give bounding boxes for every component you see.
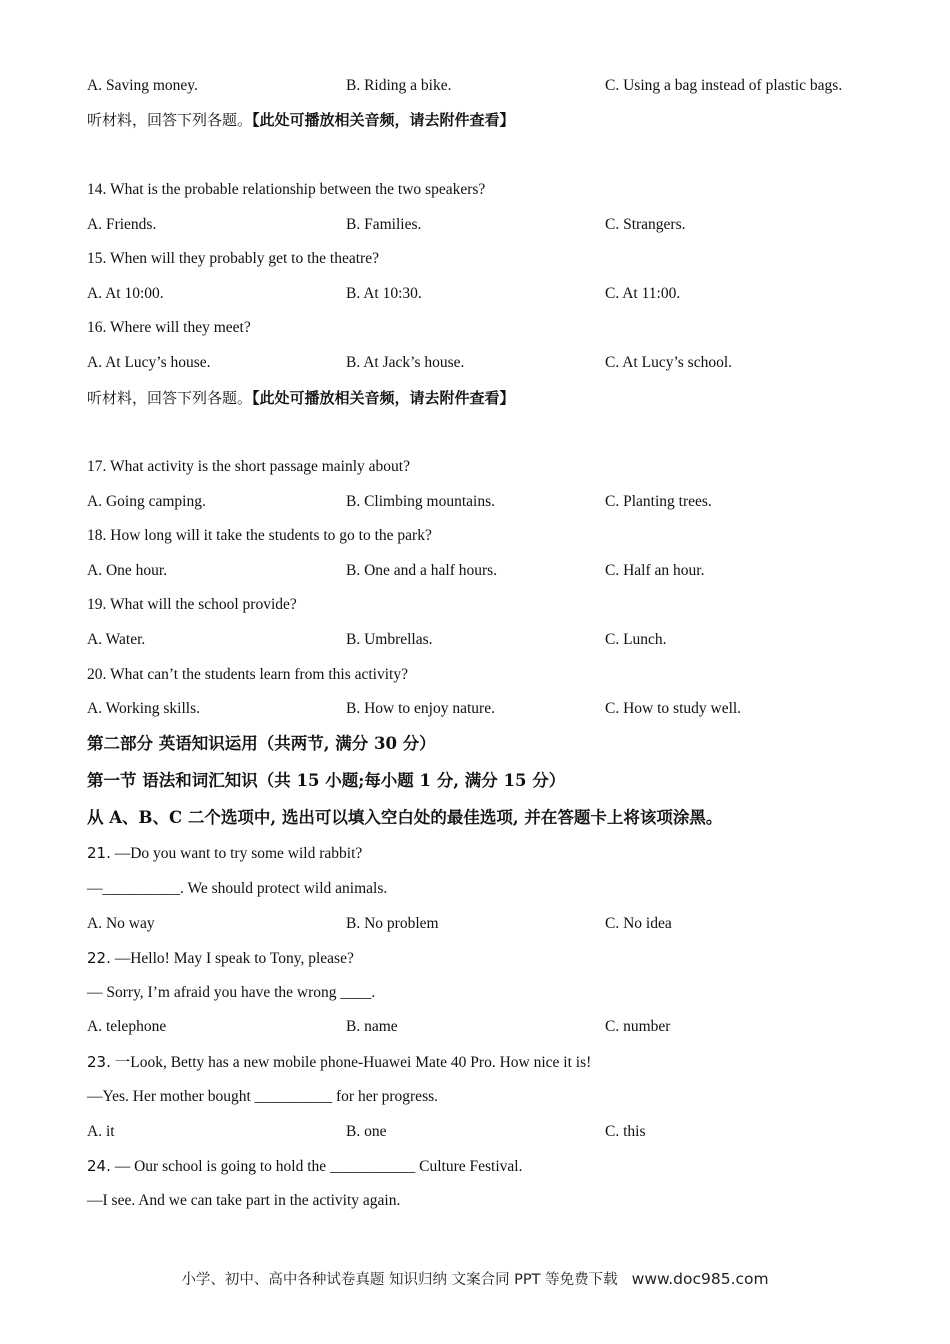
q23-line1 xyxy=(87,1052,591,1073)
listen-note-1 xyxy=(87,110,515,131)
q15-options xyxy=(87,284,887,304)
q18-options xyxy=(87,561,887,581)
q23-line2: —Yes. Her mother bought __________ for her progress. xyxy=(87,1088,439,1105)
q22-text: —Hello! May I speak to Tony, please? xyxy=(110,950,354,967)
q24-number: 24. xyxy=(87,1157,111,1175)
listen-note-2-prefix: 听材料，回答下列各题。 xyxy=(87,389,253,407)
q19-option-c: C. Lunch. xyxy=(605,631,667,648)
q24-line2: —I see. And we can take part in the activity again. xyxy=(87,1192,401,1209)
q18-question: 18. How long will it take the students to go to the park? xyxy=(87,527,432,544)
q16-option-c: C. At Lucy’s school. xyxy=(605,354,733,371)
q21-option-c: C. No idea xyxy=(605,915,672,932)
q22-line1 xyxy=(87,948,354,969)
q20-question: 20. What can’t the students learn from this activity? xyxy=(87,666,408,683)
q16-option-b: B. At Jack’s house. xyxy=(346,354,465,371)
q23-option-a: A. it xyxy=(87,1123,115,1140)
instruction-text: 从 A、B、C 二个选项中, 选出可以填入空白处的最佳选项, 并在答题卡上将该项涂黑。 xyxy=(87,808,723,827)
q21-option-a: A. No way xyxy=(87,915,155,932)
q13-option-a: A. Saving money. xyxy=(87,77,198,94)
q21-number: 21. xyxy=(87,844,111,862)
footer-site-link[interactable]: www.doc985.com xyxy=(631,1270,769,1288)
q23-option-c: C. this xyxy=(605,1123,646,1140)
q20-options xyxy=(87,699,887,719)
q16-question: 16. Where will they meet? xyxy=(87,319,251,336)
q15-option-b: B. At 10:30. xyxy=(346,285,422,302)
q18-option-b: B. One and a half hours. xyxy=(346,562,498,579)
q22-option-a: A. telephone xyxy=(87,1018,167,1035)
q22-option-c: C. number xyxy=(605,1018,671,1035)
q13-options xyxy=(87,76,887,96)
q21-option-b: B. No problem xyxy=(346,915,439,932)
q22-line2: — Sorry, I’m afraid you have the wrong ____. xyxy=(87,984,376,1001)
q17-option-b: B. Climbing mountains. xyxy=(346,493,495,510)
q16-option-a: A. At Lucy’s house. xyxy=(87,354,211,371)
q19-option-b: B. Umbrellas. xyxy=(346,631,433,648)
q22-options xyxy=(87,1017,887,1037)
q23-option-b: B. one xyxy=(346,1123,387,1140)
listen-note-2-audio-link[interactable]: 【此处可播放相关音频，请去附件查看】 xyxy=(252,389,515,407)
q19-options xyxy=(87,630,887,650)
q14-option-c: C. Strangers. xyxy=(605,216,686,233)
q22-option-b: B. name xyxy=(346,1018,398,1035)
q14-question: 14. What is the probable relationship between the two speakers? xyxy=(87,181,486,198)
q21-options xyxy=(87,914,887,934)
q14-options xyxy=(87,215,887,235)
q13-option-c: C. Using a bag instead of plastic bags. xyxy=(605,77,843,94)
listen-note-1-audio-link[interactable]: 【此处可播放相关音频，请去附件查看】 xyxy=(252,111,515,129)
q17-options xyxy=(87,492,887,512)
q14-option-a: A. Friends. xyxy=(87,216,157,233)
section1-heading: 第一节 语法和词汇知识（共 15 小题;每小题 1 分, 满分 15 分） xyxy=(87,771,566,790)
q19-option-a: A. Water. xyxy=(87,631,146,648)
listen-note-1-prefix: 听材料，回答下列各题。 xyxy=(87,111,253,129)
q17-option-a: A. Going camping. xyxy=(87,493,206,510)
q20-option-a: A. Working skills. xyxy=(87,700,201,717)
part2-heading: 第二部分 英语知识运用（共两节, 满分 30 分） xyxy=(87,734,436,753)
q14-option-b: B. Families. xyxy=(346,216,422,233)
q18-option-a: A. One hour. xyxy=(87,562,168,579)
q21-line2: —__________. We should protect wild animals. xyxy=(87,880,388,897)
q23-text: 一Look, Betty has a new mobile phone-Huawei Mate 40 Pro. How nice it is! xyxy=(110,1054,592,1071)
q17-question: 17. What activity is the short passage mainly about? xyxy=(87,458,410,475)
q13-option-b: B. Riding a bike. xyxy=(346,77,452,94)
footer-text: 小学、初中、高中各种试卷真题 知识归纳 文案合同 PPT 等免费下载 xyxy=(181,1272,618,1288)
q24-text: — Our school is going to hold the ___________ Culture Festival. xyxy=(110,1158,523,1175)
q23-options xyxy=(87,1122,887,1142)
q20-option-c: C. How to study well. xyxy=(605,700,742,717)
q23-number: 23. xyxy=(87,1053,111,1071)
q21-line1 xyxy=(87,843,362,864)
q18-option-c: C. Half an hour. xyxy=(605,562,705,579)
q15-question: 15. When will they probably get to the theatre? xyxy=(87,250,379,267)
q21-text: —Do you want to try some wild rabbit? xyxy=(110,845,363,862)
q16-options xyxy=(87,353,887,373)
q17-option-c: C. Planting trees. xyxy=(605,493,712,510)
q15-option-c: C. At 11:00. xyxy=(605,285,681,302)
q15-option-a: A. At 10:00. xyxy=(87,285,164,302)
q19-question: 19. What will the school provide? xyxy=(87,596,297,613)
listen-note-2 xyxy=(87,388,515,409)
q20-option-b: B. How to enjoy nature. xyxy=(346,700,495,717)
q24-line1 xyxy=(87,1156,522,1177)
q22-number: 22. xyxy=(87,949,111,967)
page-footer xyxy=(0,1269,950,1290)
